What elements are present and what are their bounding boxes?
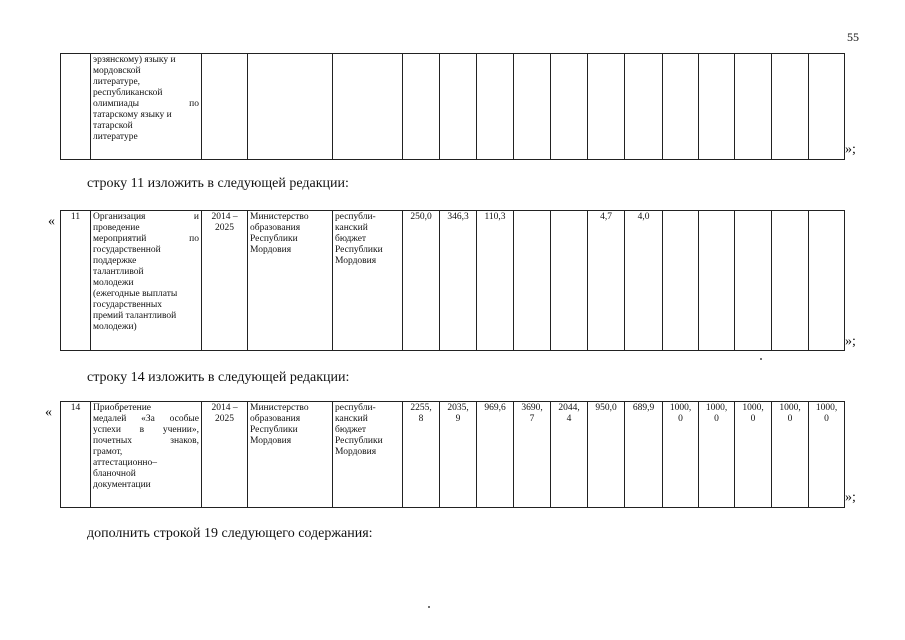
table-fragment-top: [60, 53, 845, 160]
source-line: Республики: [335, 436, 383, 446]
source-line: Мордовия: [335, 256, 377, 266]
value-cell: [514, 211, 551, 351]
source-line: республи-: [335, 403, 376, 413]
value-cell: [625, 402, 663, 508]
desc-line: Приобретение: [93, 403, 151, 413]
value-cell: [772, 211, 809, 351]
value-cell: 4,7: [588, 211, 625, 351]
cell-source: [333, 211, 403, 351]
closing-quote-row-11: »;: [845, 334, 856, 349]
value-cell: [772, 402, 809, 508]
table-row-11: [60, 210, 845, 351]
value-cell: [663, 402, 699, 508]
executor-line: образования: [250, 223, 301, 233]
desc-line: олимпиады по: [93, 99, 199, 109]
value-line: 689,9: [632, 403, 655, 413]
cell-description: [91, 211, 202, 351]
desc-line: медалей «За особые: [93, 414, 199, 424]
value-line: 4: [566, 414, 572, 424]
cell: [403, 54, 440, 160]
desc-line: талантливой: [93, 267, 144, 277]
value-cell: [663, 211, 699, 351]
value-line: 1000,: [779, 403, 801, 413]
heading-row-14: строку 14 изложить в следующей редакции:: [87, 370, 350, 385]
cell: [625, 54, 663, 160]
desc-line: почетных знаков,: [93, 436, 199, 446]
desc-line: литературе: [93, 132, 138, 142]
cell: [663, 54, 699, 160]
value-line: 0: [824, 414, 829, 424]
source-line: бюджет: [335, 234, 367, 244]
cell: [333, 54, 403, 160]
period-end: 2025: [215, 223, 234, 233]
value-line: 950,0: [595, 403, 617, 413]
heading-row-19: дополнить строкой 19 следующего содержания:: [87, 526, 373, 541]
desc-line: государственных: [93, 300, 163, 310]
value-line: 2035,: [447, 403, 469, 413]
value-line: 8: [418, 414, 424, 424]
desc-line: Организация и: [93, 212, 199, 222]
source-line: Республики: [335, 245, 383, 255]
desc-line: республиканской: [93, 88, 163, 98]
source-line: Мордовия: [335, 447, 377, 457]
desc-line: бланочной: [93, 469, 136, 479]
value-cell: [440, 402, 477, 508]
heading-row-11: строку 11 изложить в следующей редакции:: [87, 176, 349, 191]
desc-line: документации: [93, 480, 151, 490]
cell: [735, 54, 772, 160]
row-number: 14: [61, 402, 91, 508]
value-cell: 4,0: [625, 211, 663, 351]
value-cell: [699, 211, 735, 351]
executor-line: Министерство: [250, 212, 309, 222]
value-line: 7: [529, 414, 535, 424]
cell: [477, 54, 514, 160]
desc-line: государственной: [93, 245, 161, 255]
period-start: 2014 –: [211, 212, 238, 222]
value-cell: 346,3: [440, 211, 477, 351]
value-line: 9: [455, 414, 461, 424]
value-line: 1000,: [742, 403, 764, 413]
value-cell: [403, 402, 440, 508]
desc-line: татарскому языку и: [93, 110, 172, 120]
value-line: 0: [750, 414, 756, 424]
closing-quote-row-14: »;: [845, 490, 856, 505]
cell-description: [91, 54, 202, 160]
executor-line: Мордовия: [250, 436, 292, 446]
cell: [440, 54, 477, 160]
value-cell: [735, 211, 772, 351]
desc-line: (ежегодные выплаты: [93, 289, 178, 299]
value-cell: 110,3: [477, 211, 514, 351]
desc-line: молодежи): [93, 322, 137, 332]
value-line: 0: [787, 414, 793, 424]
table-row-14: [60, 401, 845, 508]
source-line: канский: [335, 414, 368, 424]
cell: [772, 54, 809, 160]
closing-quote-top: »;: [845, 142, 856, 157]
value-line: 3690,: [521, 403, 543, 413]
value-cell: [514, 402, 551, 508]
desc-line: проведение: [93, 223, 140, 233]
desc-line: молодежи: [93, 278, 134, 288]
value-line: 969,6: [484, 403, 506, 413]
value-cell: [809, 211, 845, 351]
cell: [202, 54, 248, 160]
value-cell: [809, 402, 845, 508]
desc-line: татарской: [93, 121, 133, 131]
row-number: 11: [61, 211, 91, 351]
value-line: 0: [678, 414, 683, 424]
source-line: канский: [335, 223, 368, 233]
value-line: 2255,: [410, 403, 432, 413]
desc-line: эрзянскому) языку и: [93, 55, 176, 65]
cell-source: [333, 402, 403, 508]
value-cell: [551, 402, 588, 508]
cell: [248, 54, 333, 160]
executor-line: Министерство: [250, 403, 309, 413]
cell: [699, 54, 735, 160]
period-start: 2014 –: [211, 403, 238, 413]
cell-num: [61, 54, 91, 160]
executor-line: образования: [250, 414, 301, 424]
value-cell: [477, 402, 514, 508]
executor-line: Республики: [250, 234, 298, 244]
desc-line: аттестационно–: [93, 458, 158, 468]
desc-line: успехи в учении»,: [93, 425, 199, 435]
value-cell: [588, 402, 625, 508]
source-line: республи-: [335, 212, 376, 222]
cell-executor: [248, 402, 333, 508]
cell: [588, 54, 625, 160]
desc-line: мероприятий по: [93, 234, 199, 244]
value-cell: [699, 402, 735, 508]
value-cell: [735, 402, 772, 508]
desc-line: поддержке: [93, 256, 137, 266]
cell-period: [202, 211, 248, 351]
cell-description: [91, 402, 202, 508]
desc-line: премий талантливой: [93, 311, 177, 321]
cell-executor: [248, 211, 333, 351]
scan-dot: [428, 606, 430, 608]
cell: [551, 54, 588, 160]
desc-line: литературе,: [93, 77, 141, 87]
cell: [809, 54, 845, 160]
period-end: 2025: [215, 414, 234, 424]
desc-line: грамот,: [93, 447, 123, 457]
cell: [514, 54, 551, 160]
source-line: бюджет: [335, 425, 367, 435]
value-line: 1000,: [705, 403, 728, 413]
executor-line: Мордовия: [250, 245, 292, 255]
value-cell: 250,0: [403, 211, 440, 351]
opening-quote-row-11: «: [48, 214, 55, 229]
opening-quote-row-14: «: [45, 405, 52, 420]
value-line: 1000,: [669, 403, 692, 413]
scan-dot: [760, 358, 762, 360]
value-line: 0: [714, 414, 719, 424]
cell-period: [202, 402, 248, 508]
desc-line: мордовской: [93, 66, 141, 76]
value-cell: [551, 211, 588, 351]
value-line: 2044,: [558, 403, 580, 413]
value-line: 1000,: [815, 403, 838, 413]
page-number: 55: [847, 30, 859, 44]
executor-line: Республики: [250, 425, 298, 435]
